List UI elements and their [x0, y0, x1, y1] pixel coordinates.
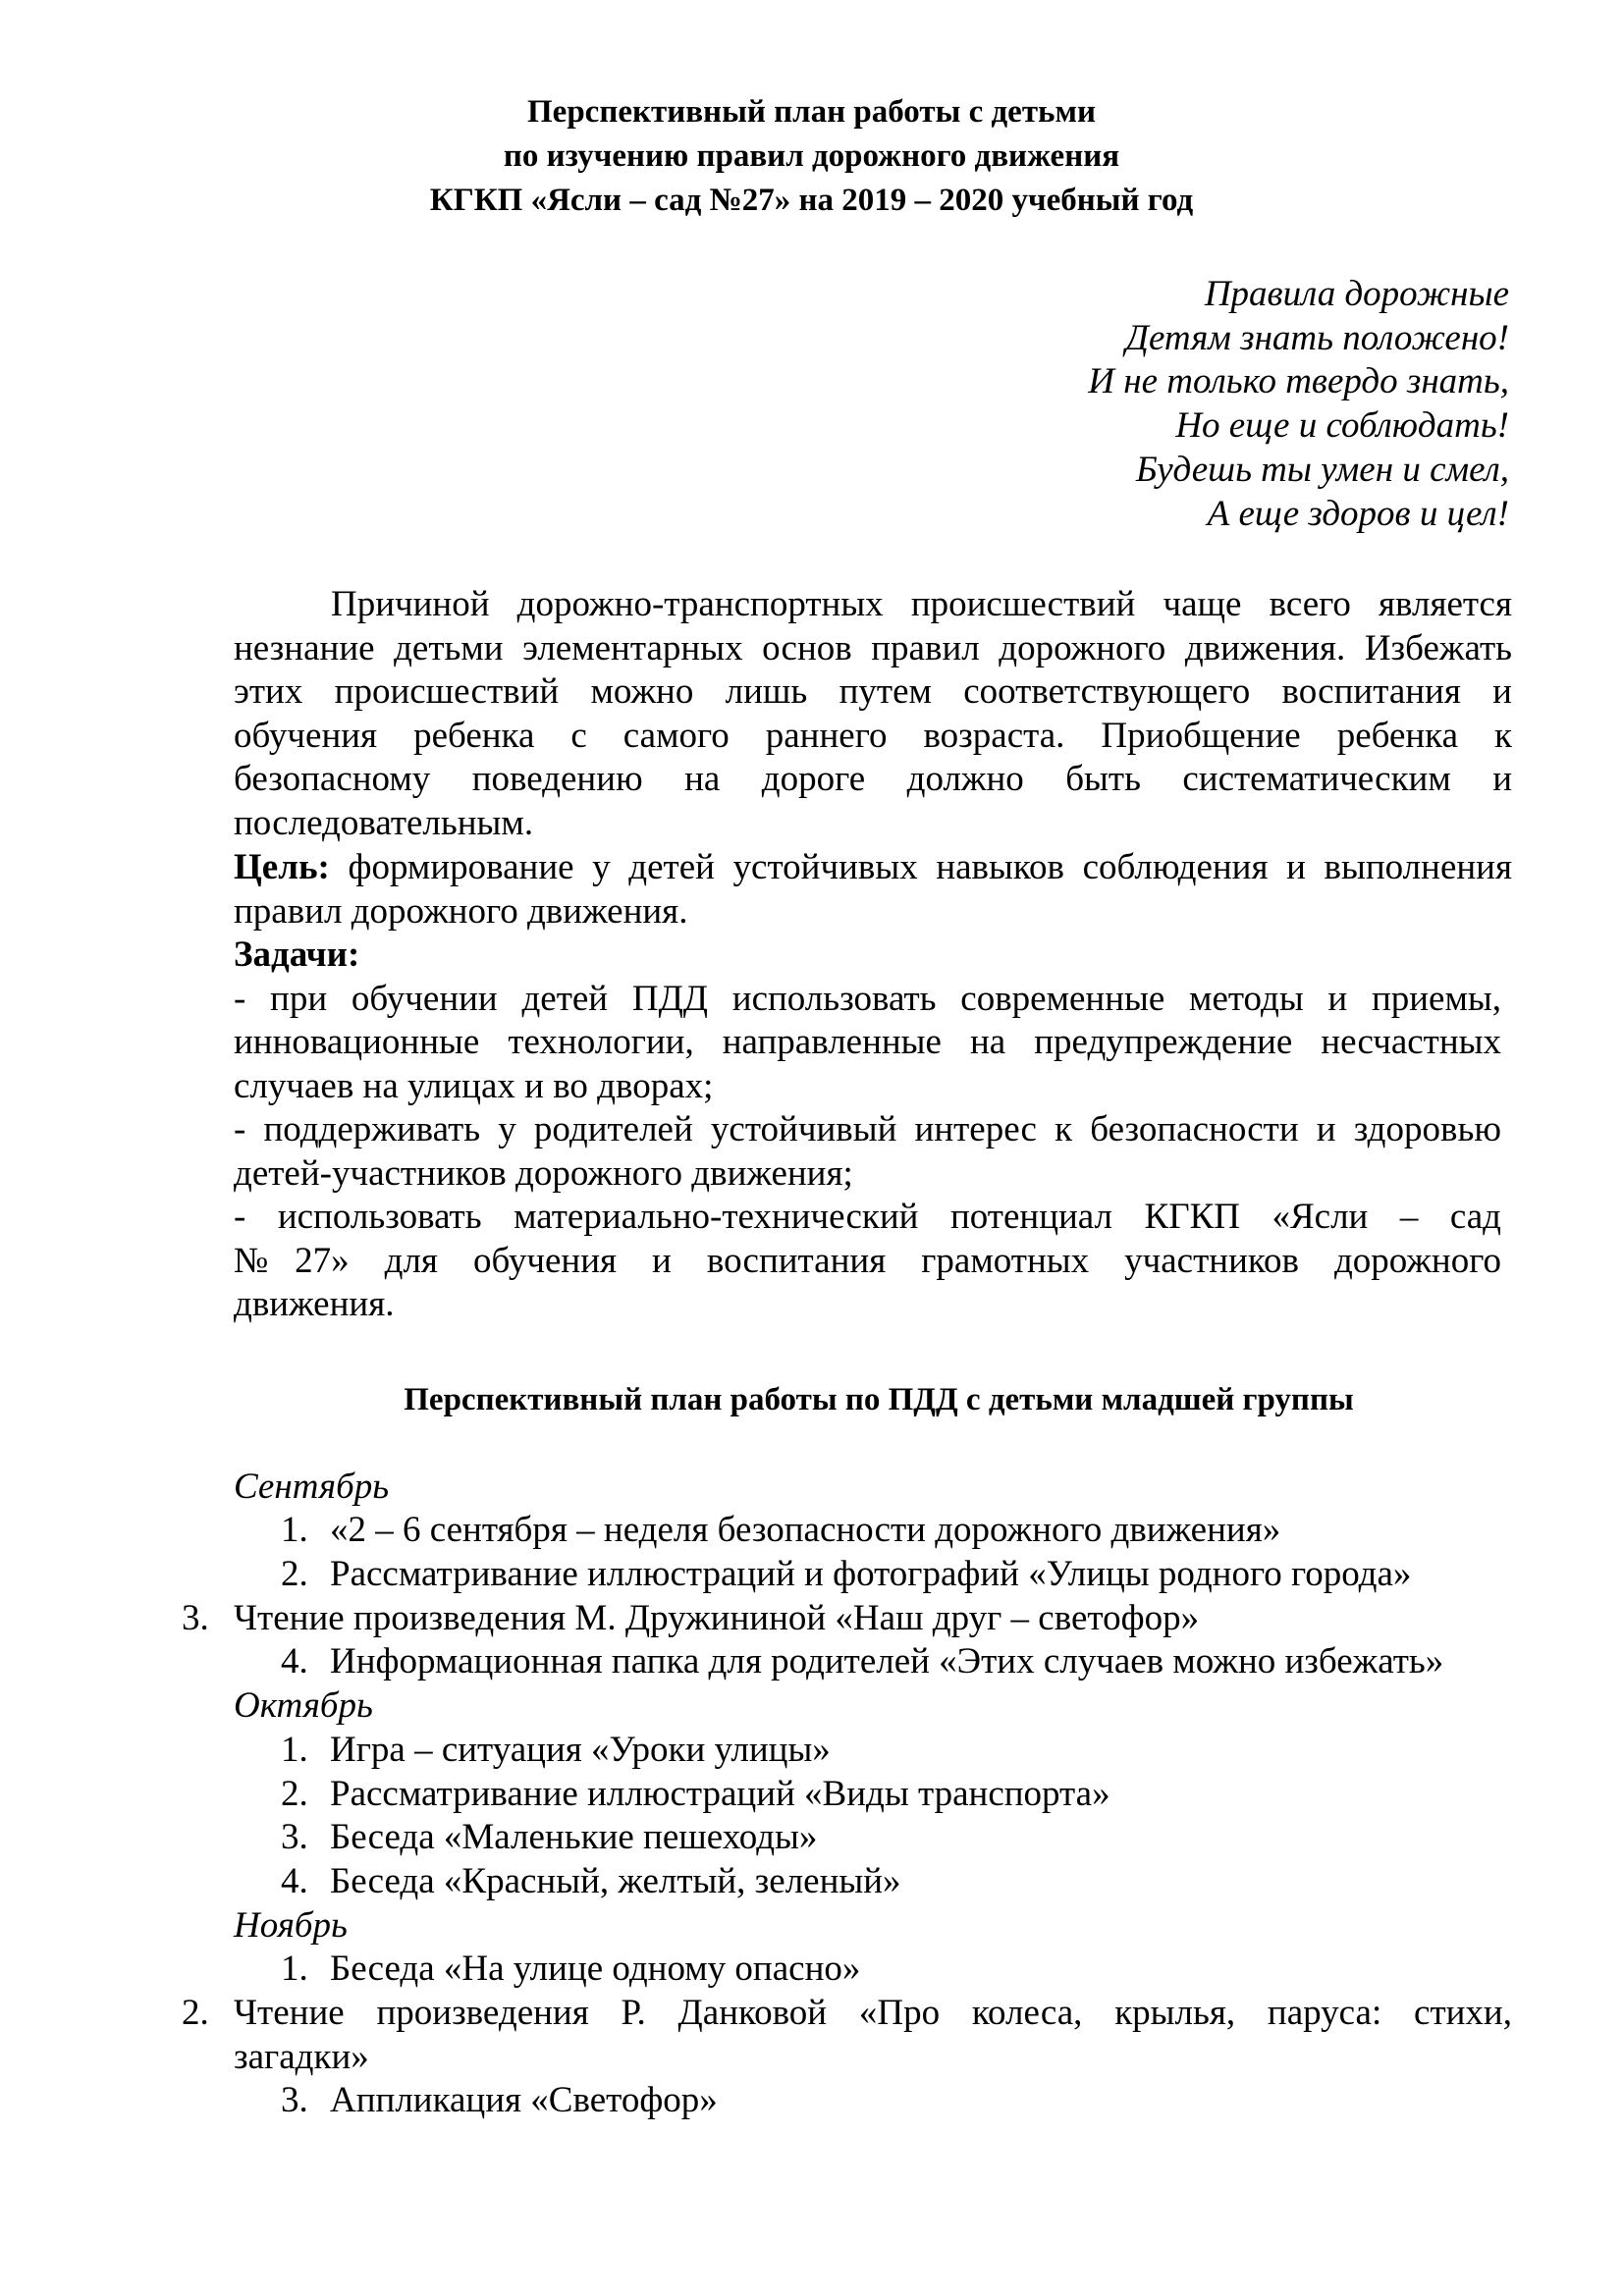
- item-text: Беседа «Маленькие пешеходы»: [330, 1817, 818, 1857]
- item-number: 3.: [182, 1598, 209, 1638]
- item-number: 4.: [281, 1641, 308, 1682]
- doc-title-line-2: по изучению правил дорожного движения: [503, 138, 1120, 174]
- epigraph-line: Правила дорожные: [1204, 274, 1509, 314]
- intro-paragraph: [234, 583, 1512, 845]
- item-number: 1.: [281, 1510, 308, 1550]
- goal-section: [234, 846, 1512, 934]
- goal-line-2: правил дорожного движения.: [234, 890, 688, 932]
- item-text: Беседа «Красный, желтый, зеленый»: [330, 1861, 901, 1901]
- intro-line: последовательным.: [234, 802, 534, 843]
- month-october: Октябрь: [234, 1685, 373, 1726]
- goal-label: Цель:: [234, 847, 330, 887]
- epigraph-line: Детям знать положено!: [1125, 318, 1509, 358]
- item-text: Чтение произведения М. Дружининой «Наш друг – светофор»: [234, 1598, 1200, 1638]
- tasks-section: [234, 934, 1501, 1327]
- item-text: «2 – 6 сентября – неделя безопасности дорожного движения»: [330, 1510, 1281, 1550]
- tasks-label: Задачи:: [234, 934, 360, 975]
- task-line: - использовать материально-технический потенциал КГКП «Ясли – сад: [234, 1197, 1501, 1237]
- item-number: 2.: [281, 1554, 308, 1594]
- item-number: 3.: [281, 2080, 308, 2120]
- epigraph-line: Будешь ты умен и смел,: [1135, 450, 1509, 490]
- doc-title-line-3: КГКП «Ясли – сад №27» на 2019 – 2020 учебный год: [429, 183, 1194, 218]
- plan-title: Перспективный план работы по ПДД с детьми младшей группы: [404, 1382, 1354, 1417]
- intro-line: безопасному поведению на дороге должно быть систематическим и: [234, 759, 1512, 799]
- item-number: 3.: [281, 1817, 308, 1857]
- epigraph-line: А еще здоров и цел!: [1207, 494, 1509, 534]
- task-line: инновационные технологии, направленные на предупреждение несчастных: [234, 1022, 1501, 1062]
- epigraph-line: И не только твердо знать,: [1088, 361, 1509, 401]
- item-text: Рассматривание иллюстраций и фотографий «Улицы родного города»: [330, 1554, 1412, 1594]
- task-line: №27» для обучения и воспитания грамотных участников дорожного: [234, 1240, 1501, 1281]
- item-text: Информационная папка для родителей «Этих случаев можно избежать»: [330, 1641, 1444, 1682]
- item-number: 2.: [182, 1993, 209, 2033]
- doc-title-line-1: Перспективный план работы с детьми: [527, 94, 1096, 130]
- task-line: - поддерживать у родителей устойчивый интерес к безопасности и здоровью: [234, 1109, 1501, 1149]
- item-text: Чтение произведения Р. Данковой «Про колеса, крылья, паруса: стихи,: [234, 1993, 1512, 2033]
- month-september: Сентябрь: [234, 1467, 390, 1507]
- item-number: 4.: [281, 1861, 308, 1901]
- intro-line: Причиной дорожно-транспортных происшествий чаще всего является: [331, 584, 1512, 624]
- task-line: случаев на улицах и во дворах;: [234, 1065, 714, 1106]
- month-november: Ноябрь: [234, 1905, 348, 1946]
- goal-text: формирование у детей устойчивых навыков соблюдения и выполнения: [329, 847, 1512, 887]
- item-text: Рассматривание иллюстраций «Виды транспорта»: [330, 1774, 1110, 1814]
- intro-line: обучения ребенка с самого раннего возраста. Приобщение ребенка к: [234, 715, 1512, 756]
- task-line: движения.: [234, 1284, 395, 1324]
- item-text: Беседа «На улице одному опасно»: [330, 1949, 861, 1989]
- item-number: 1.: [281, 1730, 308, 1770]
- goal-line-1: [234, 846, 1512, 890]
- item-number: 1.: [281, 1949, 308, 1989]
- task-line: - при обучении детей ПДД использовать современные методы и приемы,: [234, 978, 1501, 1019]
- item-number: 2.: [281, 1774, 308, 1814]
- epigraph-line: Но еще и соблюдать!: [1175, 405, 1509, 446]
- task-line: детей-участников дорожного движения;: [234, 1152, 853, 1194]
- item-text: загадки»: [234, 2037, 369, 2077]
- item-text: Аппликация «Светофор»: [330, 2080, 718, 2120]
- intro-line: незнание детьми элементарных основ правил дорожного движения. Избежать: [234, 627, 1512, 668]
- intro-line: этих происшествий можно лишь путем соответствующего воспитания и: [234, 671, 1512, 712]
- item-text: Игра – ситуация «Уроки улицы»: [330, 1730, 831, 1770]
